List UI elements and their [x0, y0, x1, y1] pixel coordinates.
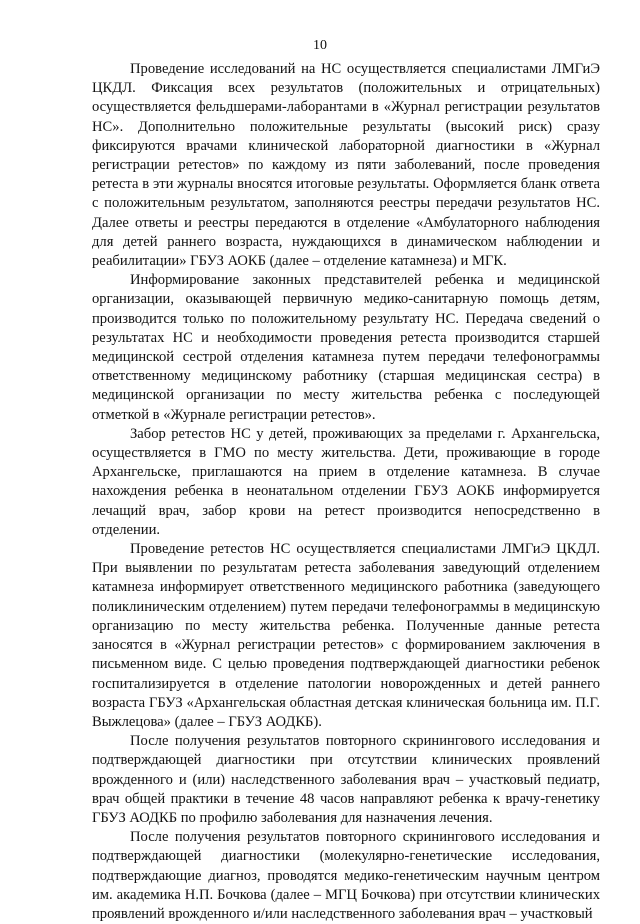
paragraph-3: Забор ретестов НС у детей, проживающих за пределами г. Архангельска, осуществляется в ГМО по месту жительства. Дети, проживающие в городе Архангельске, приглашаются на прием в отделение катамнеза. В случае нахождения ребенка в неонатальном отделении ГБУЗ АОКБ информируется лечащий врач, забор крови на ретест производится непосредственно в отделении. — [92, 425, 600, 538]
paragraph-5: После получения результатов повторного скринингового исследования и подтверждающей диагностики при отсутствии клинических проявлений врожденного и (или) наследственного заболевания врач – участковый педиатр, врач общей практики в течение 48 часов направляют ребенка к врачу-генетику ГБУЗ АОДКБ по профилю заболевания для назначения лечения. — [92, 733, 600, 826]
paragraph-6: После получения результатов повторного скринингового исследования и подтверждающей диагностики (молекулярно-генетические исследования, подтверждающие диагноз, проводятся медико-генетическим научным центром им. академика Н.П. Бочкова (далее – МГЦ Бочкова) при отсутствии клинических проявлений врожденного и/или наследственного заболевания врач – участковый — [92, 829, 600, 922]
paragraph-4: Проведение ретестов НС осуществляется специалистами ЛМГиЭ ЦКДЛ. При выявлении по результатам ретеста заболевания заведующий отделением катамнеза информирует ответственного медицинского работника (заведующего поликлиническим отделением) путем передачи телефонограммы в медицинскую организацию по месту жительства ребенка. Полученные данные ретеста заносятся в «Журнал регистрации ретестов» с формированием заключения в письменном виде. С целью проведения подтверждающей диагностики ребенок госпитализируется в отделение патологии новорожденных и детей раннего возраста ГБУЗ «Архангельская областная детская клиническая больница им. П.Г. Выжлецова» (далее – ГБУЗ АОДКБ). — [92, 541, 600, 730]
paragraph-2: Информирование законных представителей ребенка и медицинской организации, оказывающей первичную медико-санитарную помощь детям, производится только по положительному результату НС. Передача сведений о результатах НС и необходимости проведения ретеста производится старшей медицинской сестрой отделения катамнеза путем передачи телефонограммы ответственному медицинскому работнику (старшая медицинская сестра) в медицинской организации по месту жительства ребенка с последующей отметкой в «Журнале регистрации ретестов». — [92, 272, 600, 423]
page-number: 10 — [313, 38, 327, 53]
paragraph-1: Проведение исследований на НС осуществляется специалистами ЛМГиЭ ЦКДЛ. Фиксация всех результатов (положительных и отрицательных) осуществляется фельдшерами-лаборантами в «Журнал регистрации результатов НС». Дополнительно положительные результаты (высокий риск) сразу фиксируются врачами клинической лабораторной диагностики в «Журнал регистрации ретестов» по каждому из пяти заболеваний, после проведения ретеста в эти журналы вносятся итоговые результаты. Оформляется бланк ответа с положительным результатом, заполняются реестры передачи результатов НС. Далее ответы и реестры передаются в отделение «Амбулаторного наблюдения для детей раннего возраста, нуждающихся в динамическом наблюдении и реабилитации» ГБУЗ АОКБ (далее – отделение катамнеза) и МГК. — [92, 61, 600, 270]
document-body — [92, 60, 600, 924]
